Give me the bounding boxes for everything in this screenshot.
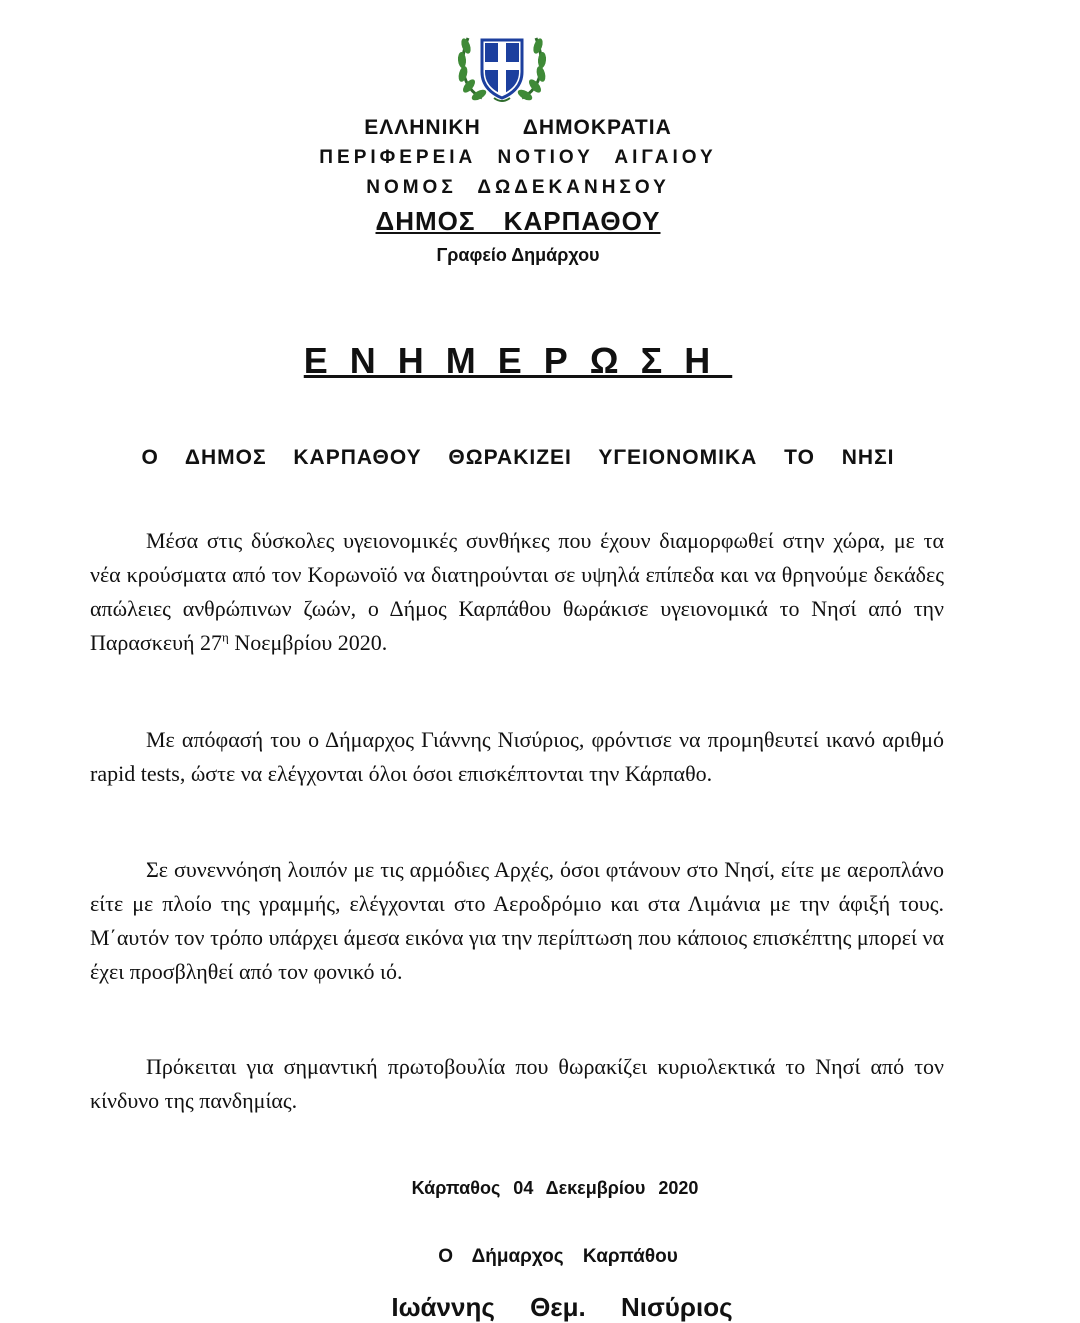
paragraph-3: Σε συνεννόηση λοιπόν με τις αρμόδιες Αρχές, όσοι φτάνουν στο Νησί, είτε με αεροπλάνο είτε με πλοίο της γραμμής, ελέγχονται στο Αεροδρόμιο και στα Λιμάνια με την άφιξή τους. Μ΄αυτόν τον τρόπο υπάρχει άμεσα εικόνα για την περίπτωση που κάποιος επισκέπτης μπορεί να έχει προσβληθεί από τον φονικό ιό.	[90, 857, 944, 984]
paragraph-4: Πρόκειται για σημαντική πρωτοβουλία που θωρακίζει κυριολεκτικά το Νησί από τον κίνδυνο της πανδημίας.	[90, 1054, 944, 1113]
country-name: ΕΛΛΗΝΙΚΗ ΔΗΜΟΚΡΑΤΙΑ	[364, 116, 672, 139]
paragraph-2: Με απόφασή του ο Δήμαρχος Γιάννης Νισύριος, φρόντισε να προμηθευτεί ικανό αριθμό rapid tests, ώστε να ελέγχονται όλοι όσοι επισκέπτονται την Κάρπαθο.	[90, 727, 944, 786]
signature-title: Ο Δήμαρχος Καρπάθου	[438, 1246, 678, 1267]
paragraph-1	[90, 524, 944, 660]
document-heading: ΕΝΗΜΕΡΩΣΗ	[303, 340, 733, 381]
document-subtitle: Ο ΔΗΜΟΣ ΚΑΡΠΑΘΟΥ ΘΩΡΑΚΙΖΕΙ ΥΓΕΙΟΝΟΜΙΚΑ ΤΟ ΝΗΣΙ	[141, 446, 895, 469]
document-date: Κάρπαθος 04 Δεκεμβρίου 2020	[411, 1178, 699, 1198]
signature-name: Ιωάννης Θεμ. Νισύριος	[391, 1292, 733, 1322]
greek-coat-of-arms-icon	[454, 28, 550, 104]
prefecture-name: ΝΟΜΟΣ ΔΩΔΕΚΑΝΗΣΟΥ	[366, 177, 670, 198]
paragraph-1-text: Μέσα στις δύσκολες υγειονομικές συνθήκες που έχουν διαμορφωθεί στην χώρα, με τα νέα κρούσματα από τον Κορωνοϊό να διατηρούνται σε υψηλά επίπεδα και να θρηνούμε δεκάδες απώλειες ανθρώπινων ζωών, ο Δήμος Καρπάθου θωράκισε υγειονομικά το Νησί από την Παρασκευή 27	[90, 528, 944, 655]
ordinal-suffix: η	[222, 629, 229, 645]
office-name: Γραφείο Δημάρχου	[436, 245, 600, 265]
municipality-name: ΔΗΜΟΣ ΚΑΡΠΑΘΟΥ	[375, 206, 661, 236]
region-name: ΠΕΡΙΦΕΡΕΙΑ ΝΟΤΙΟΥ ΑΙΓΑΙΟΥ	[319, 147, 717, 168]
paragraph-1-end: Νοεμβρίου 2020.	[228, 630, 388, 655]
